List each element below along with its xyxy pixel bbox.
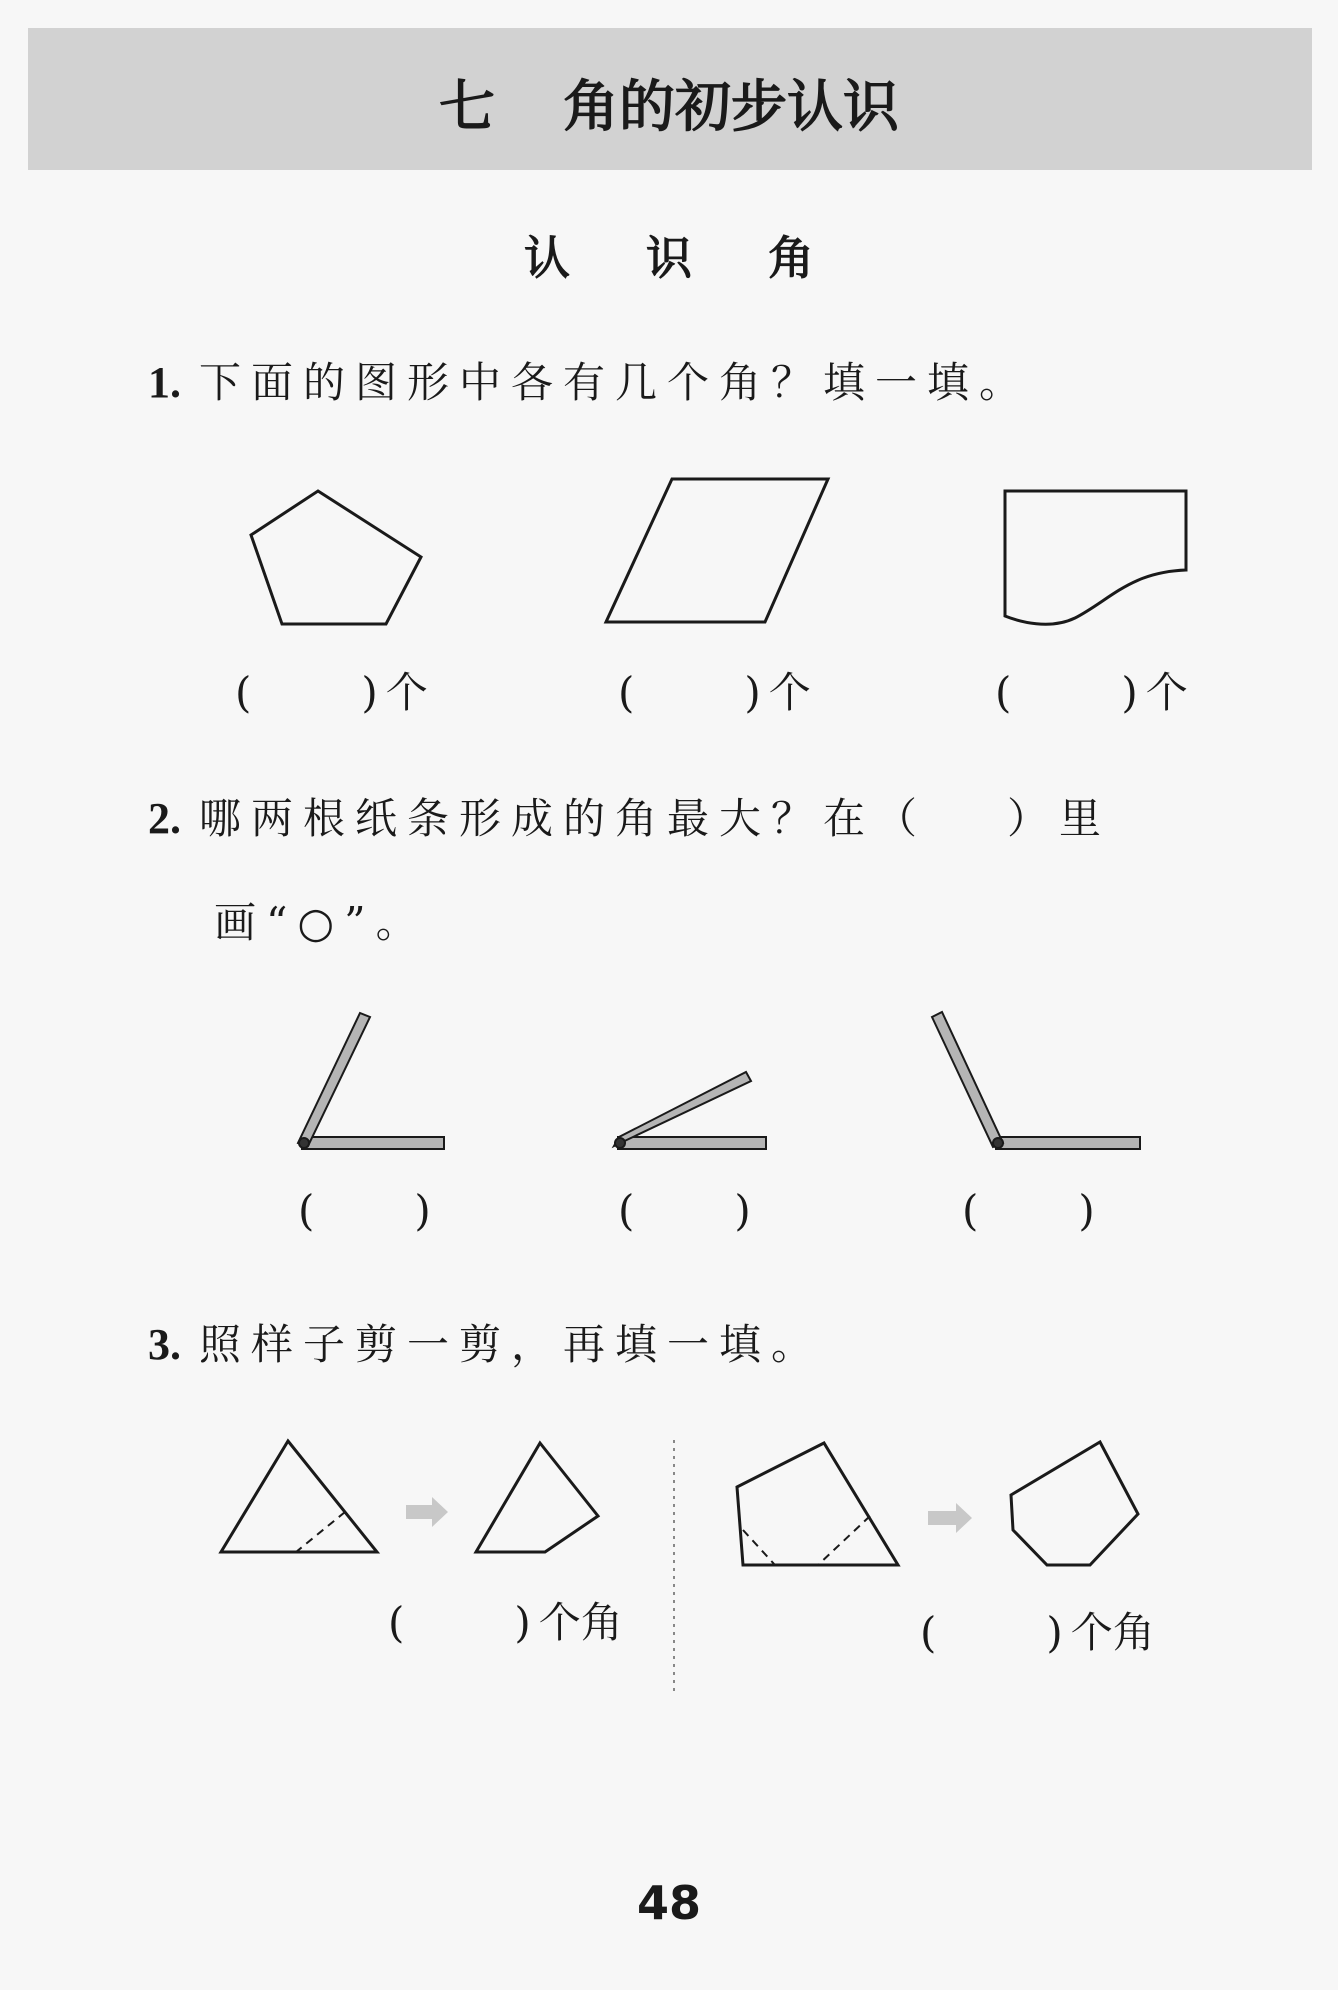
section-char-3: 角 (768, 231, 815, 285)
close-paren: ) (414, 1186, 431, 1235)
open-paren: ( (235, 668, 252, 717)
close-paren: ) (1046, 1608, 1063, 1657)
answer-suffix: 个 (385, 668, 428, 717)
question-3-number: 3. (148, 1320, 181, 1369)
strip-pair-2 (614, 1072, 766, 1149)
question-2-text-2: 画“○”。 (214, 898, 428, 947)
open-paren: ( (995, 668, 1012, 717)
open-paren: ( (618, 1186, 635, 1235)
curved-edge-shape (1005, 491, 1186, 624)
question-1-text: 下面的图形中各有几个角？填一填。 (199, 358, 1032, 407)
question-1-number: 1. (148, 358, 181, 407)
open-paren: ( (388, 1598, 405, 1647)
question-3-text: 照样子剪一剪，再填一填。 (199, 1320, 824, 1369)
cut-line-2b (818, 1516, 870, 1565)
question-2-text-1: 哪两根纸条形成的角最大？在（ (199, 794, 928, 843)
pentagon-shape (251, 491, 421, 624)
answer-suffix: 个角 (538, 1598, 623, 1647)
section-char-1: 认 (523, 231, 570, 285)
close-paren: ) (361, 668, 378, 717)
close-paren: ) (1121, 668, 1138, 717)
parallelogram-shape (606, 479, 828, 622)
cut-result-2 (1011, 1442, 1138, 1565)
open-paren: ( (298, 1186, 315, 1235)
cut-result-1 (476, 1443, 598, 1552)
answer-suffix: 个 (768, 668, 811, 717)
chapter-number: 七 (439, 75, 495, 140)
question-2-text-1-end: ）里 (1007, 794, 1112, 843)
open-paren: ( (962, 1186, 979, 1235)
section-char-2: 识 (646, 231, 692, 285)
strip-pair-3 (932, 1012, 1140, 1149)
quadrilateral-original (737, 1443, 898, 1565)
cut-line-2a (743, 1530, 775, 1565)
close-paren: ) (1078, 1186, 1095, 1235)
close-paren: ) (514, 1598, 531, 1647)
chapter-name: 角的初步认识 (563, 75, 899, 140)
close-paren: ) (744, 668, 761, 717)
arrow-icon-2 (928, 1503, 972, 1533)
answer-suffix: 个角 (1070, 1608, 1155, 1657)
page-number: 48 (636, 1876, 701, 1930)
close-paren: ) (734, 1186, 751, 1235)
answer-suffix: 个 (1145, 668, 1188, 717)
cut-line-1 (296, 1512, 345, 1552)
open-paren: ( (618, 668, 635, 717)
question-2-number: 2. (148, 794, 181, 843)
open-paren: ( (920, 1608, 937, 1657)
arrow-icon-1 (406, 1497, 448, 1527)
strip-pair-1 (298, 1013, 444, 1149)
triangle-original (221, 1441, 377, 1552)
